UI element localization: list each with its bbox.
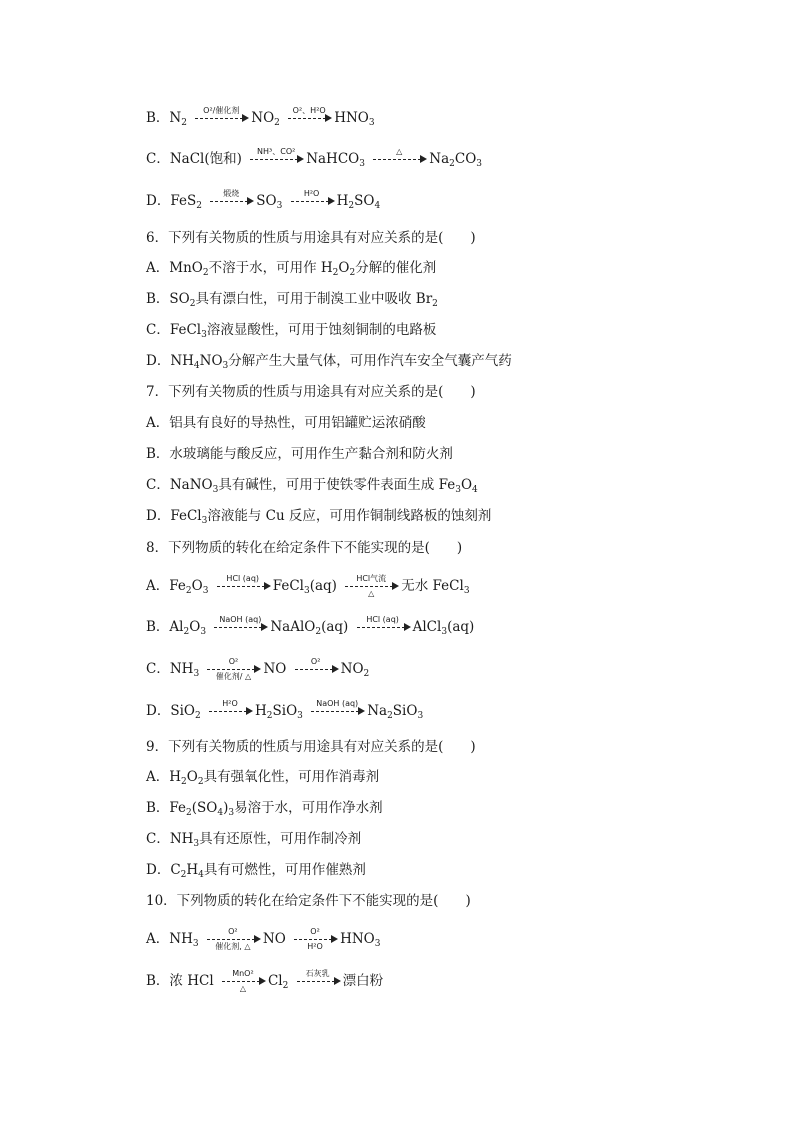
reaction-arrow: NaOH (aq) xyxy=(212,616,268,640)
reaction-arrow: O² xyxy=(293,658,339,682)
option-7d: D．FeCl$_3$溶液能与 Cu 反应，可用作铜制线路板的蚀刻剂 xyxy=(146,508,492,526)
reaction-arrow: H²O xyxy=(207,700,253,724)
reaction-arrow: O²、H²O xyxy=(286,107,332,131)
option-9b: B．$Fe_2(SO_4)_3$易溶于水，可用作净水剂 xyxy=(146,800,383,818)
option-8d: D．SiO$_2$ H²O $H_2SiO_3$ NaOH (aq) $Na_2SiO_3$ xyxy=(146,699,423,723)
question-9: 9．下列有关物质的性质与用途具有对应关系的是( ) xyxy=(146,739,476,755)
option-9d: D．$C_2H_4$具有可燃性，可用作催熟剂 xyxy=(146,862,366,880)
question-6: 6．下列有关物质的性质与用途具有对应关系的是( ) xyxy=(146,230,476,246)
option-label: B． xyxy=(146,110,170,126)
option-8b: B．$Al_2O_3$ NaOH (aq) NaAlO$_2$(aq) HCl (aq) AlCl$_3$(aq) xyxy=(146,615,474,639)
option-6c: C．FeCl$_3$溶液显酸性，可用于蚀刻铜制的电路板 xyxy=(146,322,437,340)
reaction-arrow: O² 催化剂/ △ xyxy=(205,658,261,682)
option-5c: C．NaCl(饱和) NH³、CO² NaHCO$_3$ △ $Na_2CO_3$ xyxy=(146,147,482,171)
option-5d: D．FeS$_2$ 煅烧 $SO_3$ H²O $H_2SO_4$ xyxy=(146,189,380,213)
reaction-arrow: HCl (aq) xyxy=(355,616,411,640)
option-label: D． xyxy=(146,193,171,209)
option-9c: C．$NH_3$具有还原性，可用作制冷剂 xyxy=(146,831,362,849)
reaction-arrow: HCl (aq) xyxy=(215,575,271,599)
option-10b: B．浓 HCl MnO² △ $Cl_2$ 石灰乳 漂白粉 xyxy=(146,968,384,993)
reaction-arrow: H²O xyxy=(289,190,335,214)
option-5b: B．$N_2$ O²/催化剂 $NO_2$ O²、H²O $HNO_3$ xyxy=(146,106,375,130)
reaction-arrow: 煅烧 xyxy=(208,190,254,214)
reaction-arrow: O² 催化剂, △ xyxy=(205,928,261,952)
option-9a: A．$H_2O_2$具有强氧化性，可用作消毒剂 xyxy=(146,769,380,787)
question-8: 8．下列物质的转化在给定条件下不能实现的是( ) xyxy=(146,540,463,556)
option-8a: A．$Fe_2O_3$ HCl (aq) FeCl$_3$(aq) HCl气流 △ 无水 FeCl$_3$ xyxy=(146,573,470,598)
option-6d: D．$NH_4NO_3$分解产生大量气体，可用作汽车安全气囊产气药 xyxy=(146,353,512,371)
option-7b: B．水玻璃能与酸反应，可用作生产黏合剂和防火剂 xyxy=(146,446,453,462)
reaction-arrow: $\frac{\text{O²}}{\text{H²O}}$ xyxy=(292,928,338,952)
option-7c: C．NaNO$_3$具有碱性，可用于使铁零件表面生成 $Fe_3O_4$ xyxy=(146,477,478,495)
question-7: 7．下列有关物质的性质与用途具有对应关系的是( ) xyxy=(146,384,476,400)
option-label: C． xyxy=(146,151,170,167)
reaction-arrow: △ xyxy=(371,148,427,172)
reaction-arrow: NaOH (aq) xyxy=(309,700,365,724)
reaction-arrow: HCl气流 △ xyxy=(343,575,399,599)
reaction-arrow: O²/催化剂 xyxy=(193,107,249,131)
question-10: 10．下列物质的转化在给定条件下不能实现的是( ) xyxy=(146,893,471,909)
option-6a: A．MnO$_2$不溶于水，可用作 $H_2O_2$分解的催化剂 xyxy=(146,260,437,278)
option-7a: A．铝具有良好的导热性，可用铝罐贮运浓硝酸 xyxy=(146,415,426,431)
reaction-arrow: MnO² △ xyxy=(220,970,266,994)
option-10a: A．$NH_3$ O² 催化剂, △ NO $\frac{\text{O²}}{\text{H²O}}$ $HNO_3$ xyxy=(146,926,381,951)
reaction-arrow: 石灰乳 xyxy=(295,970,341,994)
reaction-arrow: NH³、CO² xyxy=(248,148,304,172)
option-6b: B．$SO_2$具有漂白性，可用于制溴工业中吸收 $Br_2$ xyxy=(146,291,438,309)
option-8c: C．$NH_3$ O² 催化剂/ △ NO O² $NO_2$ xyxy=(146,656,370,681)
